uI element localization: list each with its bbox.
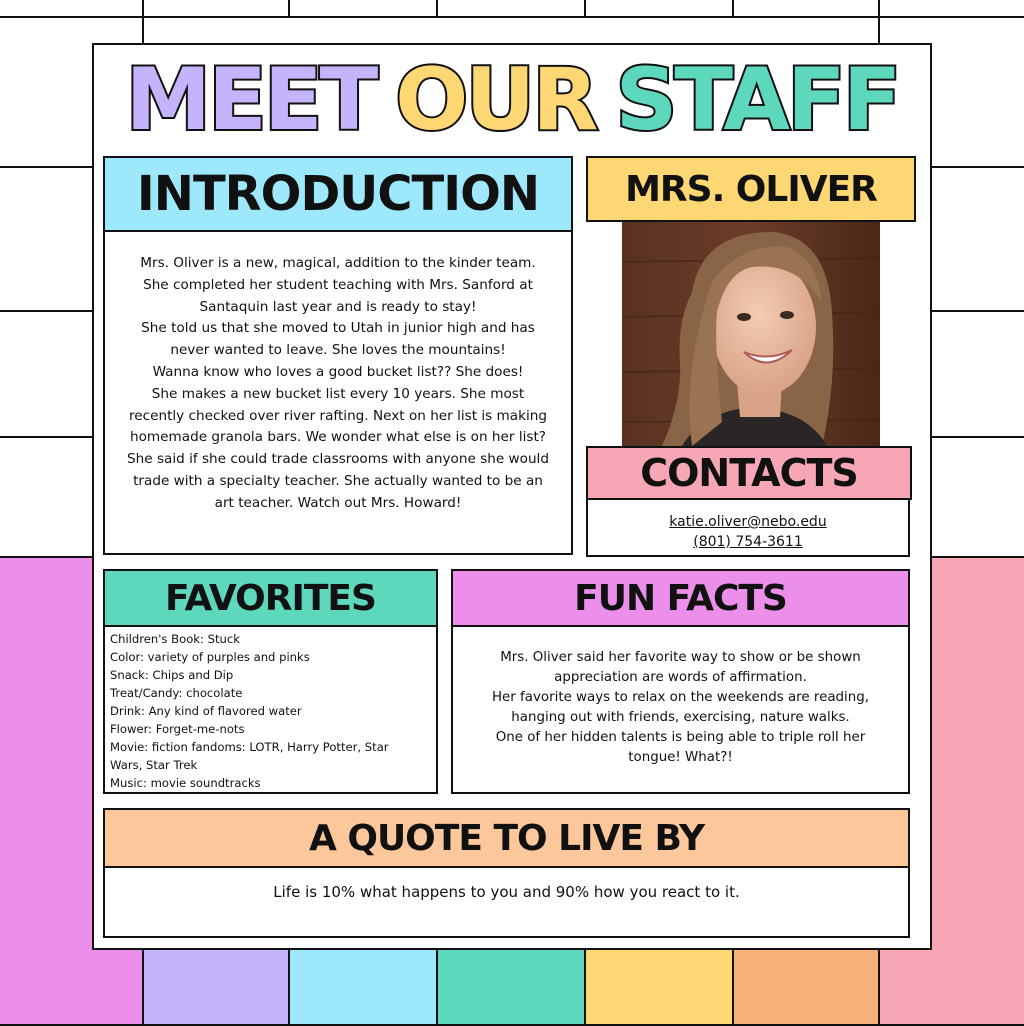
fun-fact-line: Mrs. Oliver said her favorite way to show or be shown bbox=[500, 650, 861, 665]
title-word-our: OUR bbox=[395, 50, 596, 150]
grid-cell bbox=[584, 0, 734, 18]
phone-link[interactable]: (801) 754-3611 bbox=[693, 534, 803, 550]
quote-text: Life is 10% what happens to you and 90% how you react to it. bbox=[273, 883, 740, 901]
grid-cell-teal bbox=[436, 940, 586, 1026]
email-link[interactable]: katie.oliver@nebo.edu bbox=[669, 514, 827, 530]
intro-line: She makes a new bucket list every 10 years. She most bbox=[151, 385, 525, 402]
intro-line: recently checked over river rafting. Next on her list is making bbox=[128, 407, 548, 424]
favorites-heading bbox=[103, 569, 438, 627]
contacts-heading-text: CONTACTS bbox=[640, 451, 858, 495]
intro-line: trade with a specialty teacher. She actually wanted to be an bbox=[133, 472, 543, 489]
fun-fact-line: Her favorite ways to relax on the weekends are reading, bbox=[491, 690, 869, 705]
favorite-item: Treat/Candy: chocolate bbox=[110, 686, 243, 700]
favorite-item: Flower: Forget-me-nots bbox=[110, 722, 245, 736]
intro-line: never wanted to leave. She loves the mountains! bbox=[170, 342, 506, 359]
grid-cell bbox=[142, 0, 290, 18]
title-word-staff: STAFF bbox=[615, 50, 899, 150]
fun-facts-heading bbox=[451, 569, 910, 627]
intro-line: homemade granola bars. We wonder what else is on her list? bbox=[129, 429, 546, 446]
grid-cell-yellow bbox=[584, 940, 734, 1026]
favorite-item: Children's Book: Stuck bbox=[110, 632, 240, 646]
name-heading-text: MRS. OLIVER bbox=[625, 168, 877, 210]
fun-fact-line: tongue! What?! bbox=[628, 750, 733, 765]
grid-cell bbox=[288, 0, 438, 18]
fun-fact-line: appreciation are words of affirmation. bbox=[554, 670, 807, 685]
grid-cell-peach bbox=[732, 940, 880, 1026]
favorites-list bbox=[110, 630, 436, 792]
fun-facts-heading-text: FUN FACTS bbox=[574, 577, 787, 619]
favorite-item: Wars, Star Trek bbox=[110, 758, 198, 772]
favorite-item: Movie: fiction fandoms: LOTR, Harry Potter, Star bbox=[110, 740, 389, 754]
intro-line: She told us that she moved to Utah in junior high and has bbox=[141, 320, 535, 337]
introduction-heading bbox=[103, 156, 573, 232]
fun-fact-line: hanging out with friends, exercising, nature walks. bbox=[511, 710, 850, 725]
page-title bbox=[92, 52, 932, 152]
introduction-heading-text: INTRODUCTION bbox=[136, 166, 540, 222]
intro-line: She said if she could trade classrooms with anyone she would bbox=[127, 451, 549, 468]
staff-photo bbox=[622, 222, 880, 446]
grid-cell-blue bbox=[288, 940, 438, 1026]
intro-line: Wanna know who loves a good bucket list?? She does! bbox=[152, 363, 524, 380]
quote-heading bbox=[103, 808, 910, 868]
title-word-meet: MEET bbox=[125, 50, 376, 150]
grid-cell-purple bbox=[142, 940, 290, 1026]
intro-line: Santaquin last year and is ready to stay! bbox=[199, 298, 477, 315]
fun-fact-line: One of her hidden talents is being able to triple roll her bbox=[495, 730, 866, 745]
intro-line: art teacher. Watch out Mrs. Howard! bbox=[214, 494, 462, 511]
contacts-heading bbox=[586, 446, 912, 500]
grid-cell bbox=[436, 0, 586, 18]
contacts-text bbox=[588, 512, 908, 552]
introduction-text bbox=[106, 253, 570, 515]
grid-cell bbox=[732, 0, 880, 18]
quote-heading-text: A QUOTE TO LIVE BY bbox=[308, 817, 705, 859]
intro-line: Mrs. Oliver is a new, magical, addition to the kinder team. bbox=[140, 255, 536, 271]
name-heading bbox=[586, 156, 916, 222]
favorite-item: Drink: Any kind of flavored water bbox=[110, 704, 302, 718]
fun-facts-text bbox=[453, 648, 908, 768]
favorites-heading-text: FAVORITES bbox=[165, 577, 376, 619]
favorite-item: Snack: Chips and Dip bbox=[110, 668, 234, 682]
favorite-item: Music: movie soundtracks bbox=[110, 776, 261, 790]
intro-line: She completed her student teaching with Mrs. Sanford at bbox=[143, 276, 533, 293]
favorite-item: Color: variety of purples and pinks bbox=[110, 650, 310, 664]
